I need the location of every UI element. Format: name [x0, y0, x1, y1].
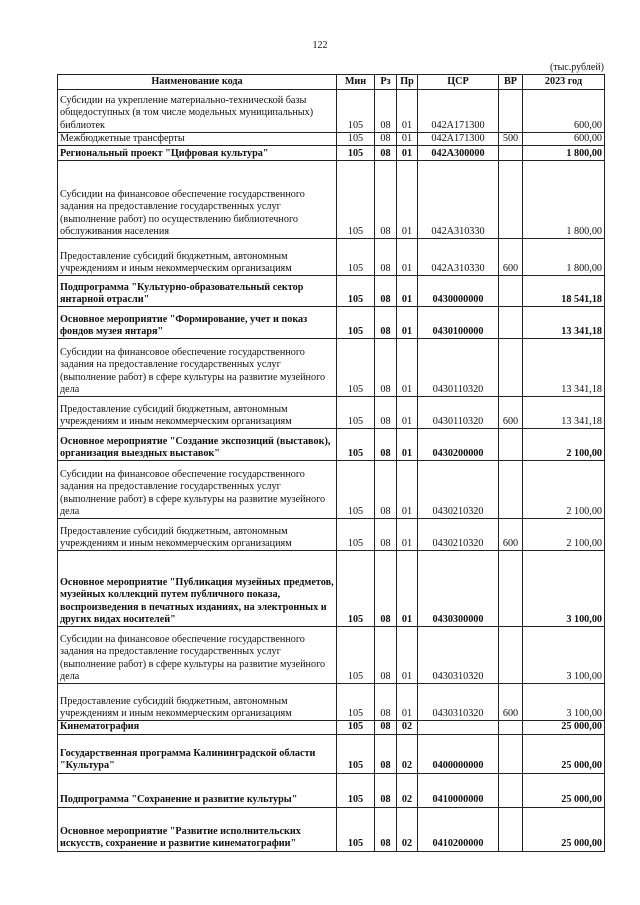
- cell-sum: 1 800,00: [523, 239, 605, 276]
- cell-sum: 1 800,00: [523, 161, 605, 239]
- cell-csr: 0430310320: [418, 684, 499, 721]
- cell-name: Основное мероприятие "Публикация музейных предметов, музейных коллекций путем публичного показа, воспроизведения в печатных изданиях, на электронных и других видах носителей": [58, 551, 337, 627]
- cell-pr: 01: [397, 397, 418, 429]
- cell-rz: 08: [375, 239, 397, 276]
- cell-sum: 2 100,00: [523, 461, 605, 519]
- cell-min: 105: [337, 429, 375, 461]
- table-row: [58, 161, 605, 239]
- col-header-vr: ВР: [499, 75, 523, 90]
- cell-csr: 042A171300: [418, 90, 499, 133]
- table-row: [58, 734, 605, 773]
- cell-sum: 18 541,18: [523, 276, 605, 307]
- cell-name: Субсидии на укрепление материально-технической базы общедоступных (в том числе модельных муниципальных) библиотек: [58, 90, 337, 133]
- cell-rz: 08: [375, 519, 397, 551]
- cell-rz: 08: [375, 307, 397, 339]
- cell-sum: 13 341,18: [523, 339, 605, 397]
- table-row: [58, 461, 605, 519]
- cell-min: 105: [337, 276, 375, 307]
- table-header-row: [58, 75, 605, 90]
- cell-sum: 25 000,00: [523, 773, 605, 807]
- cell-sum: 3 100,00: [523, 684, 605, 721]
- col-header-rz: Рз: [375, 75, 397, 90]
- cell-sum: 3 100,00: [523, 627, 605, 684]
- cell-rz: 08: [375, 397, 397, 429]
- cell-pr: 01: [397, 239, 418, 276]
- budget-table: [57, 74, 605, 852]
- cell-min: 105: [337, 307, 375, 339]
- cell-rz: 08: [375, 684, 397, 721]
- cell-csr: 0430200000: [418, 429, 499, 461]
- cell-rz: 08: [375, 461, 397, 519]
- cell-rz: 08: [375, 276, 397, 307]
- cell-csr: 0430210320: [418, 461, 499, 519]
- cell-sum: 600,00: [523, 90, 605, 133]
- cell-vr: [499, 146, 523, 161]
- cell-csr: 0430100000: [418, 307, 499, 339]
- cell-pr: 02: [397, 721, 418, 734]
- cell-rz: 08: [375, 161, 397, 239]
- col-header-pr: Пр: [397, 75, 418, 90]
- cell-sum: 25 000,00: [523, 807, 605, 851]
- cell-pr: 01: [397, 339, 418, 397]
- cell-rz: 08: [375, 551, 397, 627]
- units-note: (тыс.рублей): [549, 62, 604, 73]
- cell-csr: 042A171300: [418, 133, 499, 146]
- cell-pr: 02: [397, 773, 418, 807]
- table-row: [58, 627, 605, 684]
- cell-name: Предоставление субсидий бюджетным, автономным учреждениям и иным некоммерческим организациям: [58, 519, 337, 551]
- cell-rz: 08: [375, 627, 397, 684]
- cell-name: Кинематография: [58, 721, 337, 734]
- table-row: [58, 133, 605, 146]
- table-row: [58, 519, 605, 551]
- table-row: [58, 807, 605, 851]
- cell-min: 105: [337, 684, 375, 721]
- col-header-min: Мин: [337, 75, 375, 90]
- cell-name: Межбюджетные трансферты: [58, 133, 337, 146]
- cell-csr: 042A310330: [418, 161, 499, 239]
- cell-pr: 02: [397, 734, 418, 773]
- cell-pr: 01: [397, 90, 418, 133]
- cell-csr: 0430210320: [418, 519, 499, 551]
- table-row: [58, 773, 605, 807]
- table-row: [58, 239, 605, 276]
- cell-pr: 01: [397, 276, 418, 307]
- cell-vr: [499, 339, 523, 397]
- cell-vr: [499, 551, 523, 627]
- cell-name: Субсидии на финансовое обеспечение государственного задания на предоставление государственных услуг (выполнение работ) по осуществлению библиотечного обслуживания населения: [58, 161, 337, 239]
- cell-pr: 01: [397, 551, 418, 627]
- cell-rz: 08: [375, 146, 397, 161]
- cell-csr: 0410200000: [418, 807, 499, 851]
- cell-name: Государственная программа Калининградской области "Культура": [58, 734, 337, 773]
- cell-csr: [418, 721, 499, 734]
- page-number: 122: [312, 40, 328, 51]
- cell-vr: 600: [499, 397, 523, 429]
- cell-min: 105: [337, 807, 375, 851]
- col-header-sum: 2023 год: [523, 75, 605, 90]
- cell-vr: [499, 461, 523, 519]
- cell-sum: 3 100,00: [523, 551, 605, 627]
- table-row: [58, 90, 605, 133]
- cell-pr: 01: [397, 307, 418, 339]
- table-row: [58, 307, 605, 339]
- cell-sum: 13 341,18: [523, 307, 605, 339]
- cell-rz: 08: [375, 773, 397, 807]
- cell-pr: 01: [397, 161, 418, 239]
- cell-min: 105: [337, 339, 375, 397]
- table-row: [58, 397, 605, 429]
- cell-min: 105: [337, 133, 375, 146]
- cell-min: 105: [337, 734, 375, 773]
- cell-min: 105: [337, 551, 375, 627]
- cell-name: Субсидии на финансовое обеспечение государственного задания на предоставление государственных услуг (выполнение работ) в сфере культуры на развитие музейного дела: [58, 461, 337, 519]
- cell-min: 105: [337, 721, 375, 734]
- cell-min: 105: [337, 90, 375, 133]
- cell-sum: 600,00: [523, 133, 605, 146]
- cell-vr: [499, 627, 523, 684]
- col-header-csr: ЦСР: [418, 75, 499, 90]
- cell-name: Региональный проект "Цифровая культура": [58, 146, 337, 161]
- col-header-name: Наименование кода: [58, 75, 337, 90]
- cell-name: Основное мероприятие "Развитие исполнительских искусств, сохранение и развитие кинематографии": [58, 807, 337, 851]
- cell-min: 105: [337, 146, 375, 161]
- cell-pr: 01: [397, 627, 418, 684]
- cell-min: 105: [337, 239, 375, 276]
- cell-csr: 0430310320: [418, 627, 499, 684]
- cell-sum: 2 100,00: [523, 519, 605, 551]
- cell-vr: 600: [499, 239, 523, 276]
- table-row: [58, 146, 605, 161]
- cell-csr: 0410000000: [418, 773, 499, 807]
- table-row: [58, 339, 605, 397]
- cell-name: Основное мероприятие "Формирование, учет и показ фондов музея янтаря": [58, 307, 337, 339]
- cell-rz: 08: [375, 807, 397, 851]
- cell-rz: 08: [375, 90, 397, 133]
- cell-pr: 01: [397, 146, 418, 161]
- cell-vr: [499, 90, 523, 133]
- cell-name: Подпрограмма "Сохранение и развитие культуры": [58, 773, 337, 807]
- cell-vr: [499, 307, 523, 339]
- cell-pr: 01: [397, 519, 418, 551]
- cell-name: Субсидии на финансовое обеспечение государственного задания на предоставление государственных услуг (выполнение работ) в сфере культуры на развитие музейного дела: [58, 339, 337, 397]
- cell-name: Основное мероприятие "Создание экспозиций (выставок), организация выездных выставок": [58, 429, 337, 461]
- cell-sum: 25 000,00: [523, 721, 605, 734]
- cell-csr: 0430300000: [418, 551, 499, 627]
- cell-vr: [499, 276, 523, 307]
- cell-name: Предоставление субсидий бюджетным, автономным учреждениям и иным некоммерческим организациям: [58, 397, 337, 429]
- cell-vr: [499, 734, 523, 773]
- table-row: [58, 721, 605, 734]
- table-row: [58, 551, 605, 627]
- cell-csr: 0430110320: [418, 397, 499, 429]
- cell-rz: 08: [375, 429, 397, 461]
- cell-name: Предоставление субсидий бюджетным, автономным учреждениям и иным некоммерческим организациям: [58, 239, 337, 276]
- cell-min: 105: [337, 627, 375, 684]
- cell-sum: 2 100,00: [523, 429, 605, 461]
- cell-vr: [499, 773, 523, 807]
- cell-csr: 042A300000: [418, 146, 499, 161]
- cell-vr: [499, 429, 523, 461]
- cell-sum: 1 800,00: [523, 146, 605, 161]
- cell-vr: [499, 721, 523, 734]
- cell-name: Предоставление субсидий бюджетным, автономным учреждениям и иным некоммерческим организациям: [58, 684, 337, 721]
- cell-rz: 08: [375, 339, 397, 397]
- cell-vr: 500: [499, 133, 523, 146]
- cell-min: 105: [337, 161, 375, 239]
- cell-pr: 01: [397, 684, 418, 721]
- cell-name: Субсидии на финансовое обеспечение государственного задания на предоставление государственных услуг (выполнение работ) в сфере культуры на развитие музейного дела: [58, 627, 337, 684]
- cell-rz: 08: [375, 734, 397, 773]
- cell-vr: [499, 807, 523, 851]
- cell-pr: 01: [397, 461, 418, 519]
- cell-name: Подпрограмма "Культурно-образовательный сектор янтарной отрасли": [58, 276, 337, 307]
- cell-pr: 01: [397, 429, 418, 461]
- cell-min: 105: [337, 519, 375, 551]
- cell-min: 105: [337, 397, 375, 429]
- table-row: [58, 276, 605, 307]
- cell-min: 105: [337, 461, 375, 519]
- cell-vr: 600: [499, 519, 523, 551]
- cell-vr: 600: [499, 684, 523, 721]
- cell-pr: 01: [397, 133, 418, 146]
- table-row: [58, 684, 605, 721]
- cell-sum: 25 000,00: [523, 734, 605, 773]
- cell-csr: 0430110320: [418, 339, 499, 397]
- cell-rz: 08: [375, 721, 397, 734]
- table-row: [58, 429, 605, 461]
- cell-rz: 08: [375, 133, 397, 146]
- cell-vr: [499, 161, 523, 239]
- cell-pr: 02: [397, 807, 418, 851]
- cell-csr: 0430000000: [418, 276, 499, 307]
- cell-csr: 042A310330: [418, 239, 499, 276]
- cell-sum: 13 341,18: [523, 397, 605, 429]
- cell-csr: 0400000000: [418, 734, 499, 773]
- cell-min: 105: [337, 773, 375, 807]
